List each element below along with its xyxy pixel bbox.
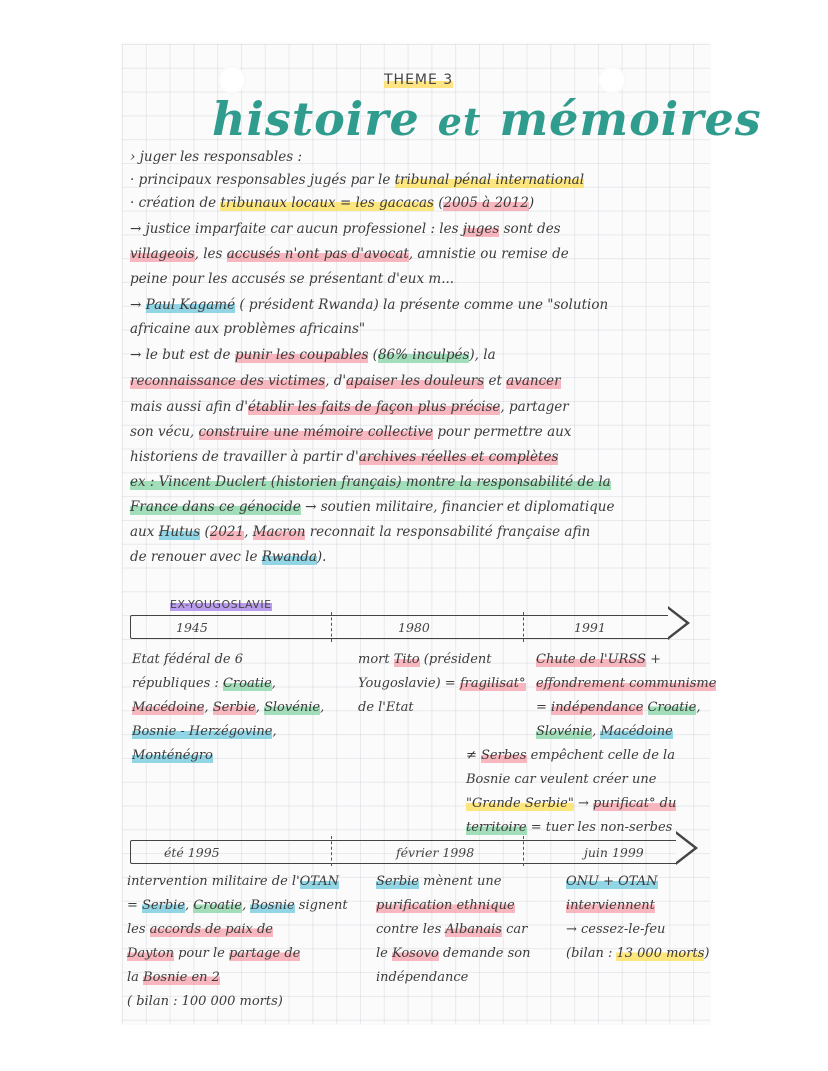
note-line: aux Hutus (2021, Macron reconnait la responsabilité française afin — [130, 524, 591, 540]
note-line: son vécu, construire une mémoire collective pour permettre aux — [130, 424, 572, 440]
timeline-arrowhead-inner — [676, 834, 694, 862]
note-line: → le but est de punir les coupables (86% inculpés), la — [130, 347, 496, 363]
note-line: · création de tribunaux locaux = les gacacas (2005 à 2012) — [130, 195, 535, 211]
timeline-section-label: EX-YOUGOSLAVIE — [170, 598, 272, 611]
note-line: → Paul Kagamé ( président Rwanda) la présente comme une "solution — [130, 297, 609, 313]
note-line: villageois, les accusés n'ont pas d'avocat, amnistie ou remise de — [130, 246, 569, 262]
binder-hole-left — [218, 66, 246, 94]
timeline-divider — [331, 612, 332, 642]
timeline-date: juin 1999 — [584, 845, 644, 860]
timeline-note-bosnia: ≠ Serbes empêchent celle de la Bosnie car veulent créer une "Grande Serbie" → purificat° du territoire = tuer les non-serbes — [466, 748, 677, 835]
note-line: reconnaissance des victimes, d'apaiser les douleurs et avancer — [130, 373, 561, 389]
timeline-date: février 1998 — [396, 845, 475, 860]
timeline-divider — [331, 836, 332, 866]
timeline-divider — [523, 612, 524, 642]
theme-label: THEME 3 — [384, 72, 454, 88]
note-line: ex : Vincent Duclert (historien français) montre la responsabilité de la — [130, 474, 611, 490]
page-title: histoire et mémoires — [212, 92, 762, 146]
timeline-event-1999: ONU + OTAN interviennent → cessez-le-feu (bilan : 13 000 morts) — [566, 874, 710, 961]
note-line: · principaux responsables jugés par le tribunal pénal international — [130, 172, 585, 188]
binder-hole-right — [598, 66, 626, 94]
note-line: peine pour les accusés se présentant d'eux m... — [130, 271, 455, 287]
note-line: → justice imparfaite car aucun professionel : les juges sont des — [130, 221, 561, 237]
note-line: France dans ce génocide → soutien militaire, financier et diplomatique — [130, 499, 615, 515]
timeline-arrowhead-inner — [668, 609, 686, 637]
note-line: africaine aux problèmes africains" — [130, 321, 366, 337]
timeline-event-1998: Serbie mènent une purification ethnique contre les Albanais car le Kosovo demande son indépendance — [376, 874, 531, 985]
timeline-event-1945: Etat fédéral de 6 républiques : Croatie, Macédoine, Serbie, Slovénie, Bosnie - Herzégovine, Monténégro — [132, 652, 325, 763]
timeline-event-1995: intervention militaire de l'OTAN = Serbie, Croatie, Bosnie signent les accords de paix de Dayton pour le partage de la Bosnie en 2 ( bilan : 100 000 morts) — [127, 874, 348, 1009]
timeline-date: 1980 — [398, 620, 430, 635]
timeline-date: 1991 — [574, 620, 606, 635]
timeline-event-1980: mort Tito (président Yougoslavie) = fragilisat° de l'Etat — [358, 652, 526, 715]
note-line: de renouer avec le Rwanda). — [130, 549, 327, 565]
timeline-date: 1945 — [176, 620, 208, 635]
timeline-event-1991: Chute de l'URSS + effondrement communisme = indépendance Croatie, Slovénie, Macédoine — [536, 652, 717, 739]
note-line: › juger les responsables : — [130, 149, 302, 165]
timeline-date: été 1995 — [164, 845, 220, 860]
note-line: historiens de travailler à partir d'archives réelles et complètes — [130, 449, 559, 465]
note-line: mais aussi afin d'établir les faits de façon plus précise, partager — [130, 399, 569, 415]
timeline-divider — [523, 836, 524, 866]
